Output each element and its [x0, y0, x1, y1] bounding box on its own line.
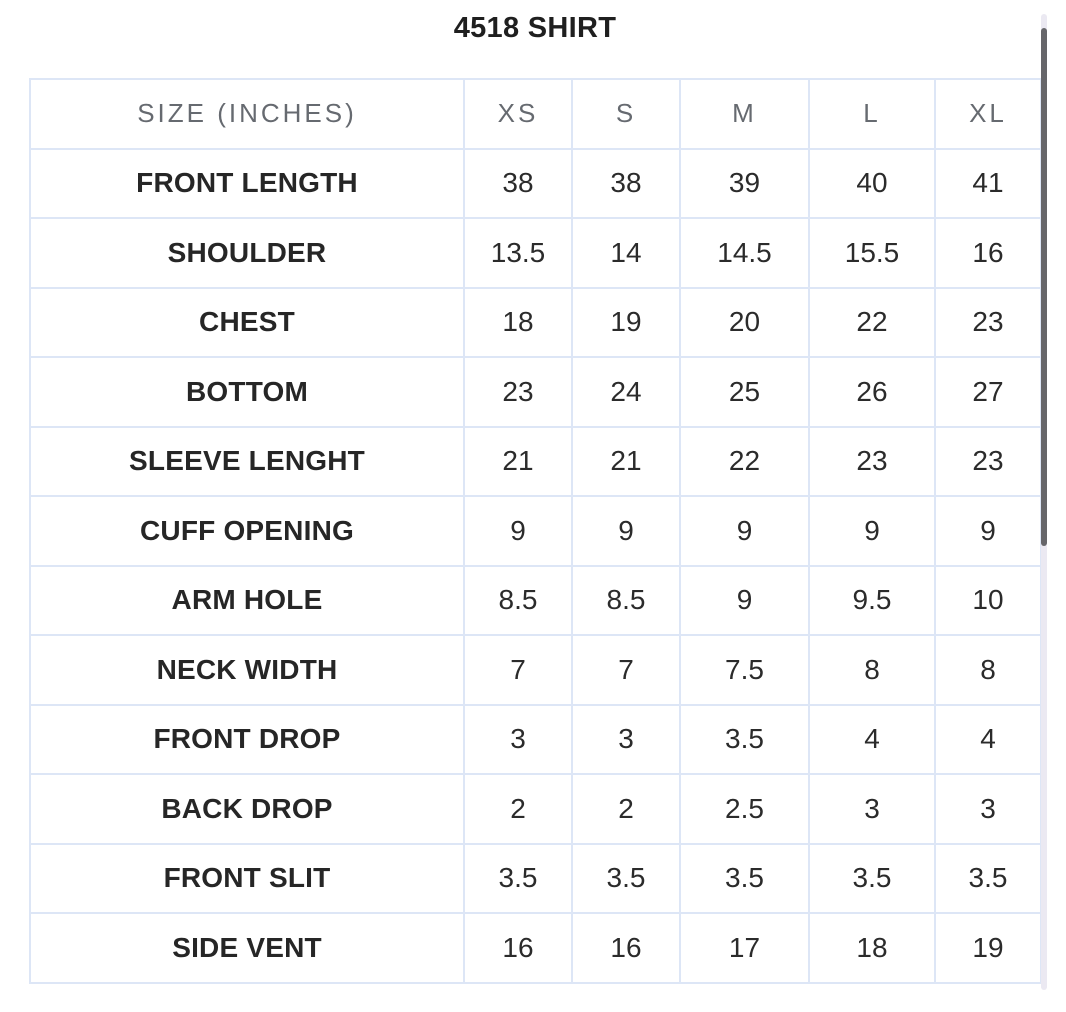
size-value-cell: 3 — [809, 774, 935, 844]
header-size-l: L — [809, 79, 935, 149]
row-measurement-label: NECK WIDTH — [30, 635, 464, 705]
size-table-viewport[interactable] — [29, 78, 1042, 990]
header-size-s: S — [572, 79, 680, 149]
size-value-cell: 25 — [680, 357, 809, 427]
header-size-xl: XL — [935, 79, 1041, 149]
size-value-cell: 3.5 — [464, 844, 572, 914]
size-value-cell: 22 — [680, 427, 809, 497]
size-value-cell: 41 — [935, 149, 1041, 219]
size-value-cell: 8.5 — [464, 566, 572, 636]
row-measurement-label: CUFF OPENING — [30, 496, 464, 566]
size-value-cell: 13.5 — [464, 218, 572, 288]
size-value-cell: 19 — [935, 913, 1041, 983]
size-value-cell: 4 — [809, 705, 935, 775]
size-value-cell: 15.5 — [809, 218, 935, 288]
size-value-cell: 23 — [935, 288, 1041, 358]
row-measurement-label: SLEEVE LENGHT — [30, 427, 464, 497]
size-value-cell: 24 — [572, 357, 680, 427]
table-row — [30, 149, 1041, 219]
row-measurement-label: CHEST — [30, 288, 464, 358]
size-value-cell: 3 — [935, 774, 1041, 844]
size-value-cell: 14.5 — [680, 218, 809, 288]
header-size-xs: XS — [464, 79, 572, 149]
size-value-cell: 2 — [572, 774, 680, 844]
size-value-cell: 9 — [680, 496, 809, 566]
size-value-cell: 21 — [464, 427, 572, 497]
table-row — [30, 635, 1041, 705]
size-value-cell: 4 — [935, 705, 1041, 775]
table-row — [30, 844, 1041, 914]
size-value-cell: 8 — [809, 635, 935, 705]
header-size-label: SIZE (INCHES) — [30, 79, 464, 149]
size-value-cell: 3.5 — [809, 844, 935, 914]
size-value-cell: 22 — [809, 288, 935, 358]
size-value-cell: 14 — [572, 218, 680, 288]
size-value-cell: 27 — [935, 357, 1041, 427]
size-value-cell: 23 — [935, 427, 1041, 497]
table-row — [30, 288, 1041, 358]
table-row — [30, 427, 1041, 497]
table-header-row — [30, 79, 1041, 149]
size-value-cell: 39 — [680, 149, 809, 219]
size-value-cell: 16 — [572, 913, 680, 983]
size-value-cell: 9 — [680, 566, 809, 636]
size-value-cell: 3.5 — [935, 844, 1041, 914]
size-value-cell: 7.5 — [680, 635, 809, 705]
size-value-cell: 16 — [464, 913, 572, 983]
table-row — [30, 496, 1041, 566]
size-value-cell: 40 — [809, 149, 935, 219]
size-value-cell: 23 — [809, 427, 935, 497]
table-row — [30, 357, 1041, 427]
size-value-cell: 7 — [464, 635, 572, 705]
size-value-cell: 9 — [464, 496, 572, 566]
row-measurement-label: FRONT SLIT — [30, 844, 464, 914]
size-value-cell: 9 — [572, 496, 680, 566]
size-value-cell: 17 — [680, 913, 809, 983]
size-value-cell: 10 — [935, 566, 1041, 636]
row-measurement-label: FRONT DROP — [30, 705, 464, 775]
row-measurement-label: SHOULDER — [30, 218, 464, 288]
table-row — [30, 218, 1041, 288]
table-row — [30, 705, 1041, 775]
page-title: 4518 SHIRT — [453, 12, 617, 44]
size-value-cell: 3 — [464, 705, 572, 775]
size-value-cell: 2.5 — [680, 774, 809, 844]
size-value-cell: 26 — [809, 357, 935, 427]
row-measurement-label: BOTTOM — [30, 357, 464, 427]
size-value-cell: 9 — [935, 496, 1041, 566]
size-value-cell: 3 — [572, 705, 680, 775]
size-value-cell: 9 — [809, 496, 935, 566]
table-row — [30, 566, 1041, 636]
size-value-cell: 19 — [572, 288, 680, 358]
size-value-cell: 38 — [572, 149, 680, 219]
size-value-cell: 38 — [464, 149, 572, 219]
size-value-cell: 23 — [464, 357, 572, 427]
size-value-cell: 3.5 — [680, 844, 809, 914]
size-table — [29, 78, 1042, 984]
scrollbar-thumb[interactable] — [1041, 28, 1047, 546]
size-value-cell: 18 — [464, 288, 572, 358]
size-value-cell: 7 — [572, 635, 680, 705]
row-measurement-label: ARM HOLE — [30, 566, 464, 636]
row-measurement-label: FRONT LENGTH — [30, 149, 464, 219]
header-size-m: M — [680, 79, 809, 149]
size-value-cell: 21 — [572, 427, 680, 497]
size-value-cell: 16 — [935, 218, 1041, 288]
size-value-cell: 8.5 — [572, 566, 680, 636]
row-measurement-label: SIDE VENT — [30, 913, 464, 983]
table-row — [30, 774, 1041, 844]
size-value-cell: 3.5 — [680, 705, 809, 775]
size-value-cell: 18 — [809, 913, 935, 983]
size-value-cell: 2 — [464, 774, 572, 844]
row-measurement-label: BACK DROP — [30, 774, 464, 844]
table-row — [30, 913, 1041, 983]
size-value-cell: 9.5 — [809, 566, 935, 636]
size-value-cell: 20 — [680, 288, 809, 358]
size-value-cell: 3.5 — [572, 844, 680, 914]
size-value-cell: 8 — [935, 635, 1041, 705]
